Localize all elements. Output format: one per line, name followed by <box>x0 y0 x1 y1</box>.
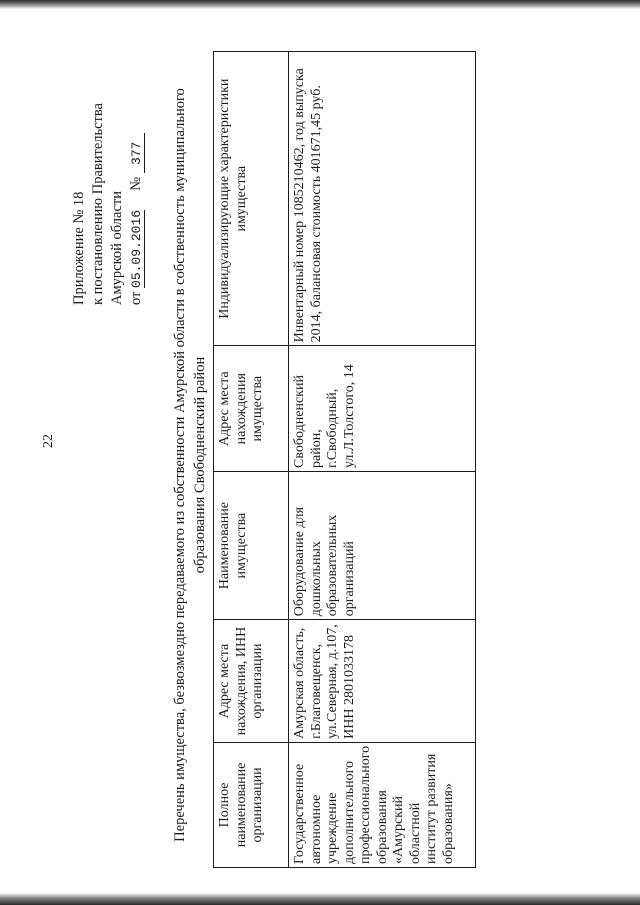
cell-property-address: Свободненский район, г.Свободный, ул.Л.Толстого, 14 <box>289 346 476 472</box>
header-characteristics: Индивидуализирующие характеристики имущества <box>214 52 289 346</box>
appendix-block <box>70 45 146 305</box>
appendix-region: Амурской области <box>109 191 125 305</box>
cell-org-address: Амурская область, г.Благовещенск, ул.Северная, д.107, ИНН 2801033178 <box>289 620 476 743</box>
page-number: 22 <box>41 434 56 448</box>
title-line-2: образования Свободненский район <box>192 356 208 574</box>
rotated-page-content <box>70 50 456 880</box>
header-org-name: Полное наименование организации <box>214 742 289 867</box>
table-header-row <box>214 52 289 868</box>
header-property-name: Наименование имущества <box>214 471 289 619</box>
appendix-title: Приложение № 18 <box>71 191 87 305</box>
cell-characteristics: Инвентарный номер 1085210462, год выпуска 2014, балансовая стоимость 401671,45 руб. <box>289 52 476 346</box>
cell-property-name: Оборудование для дошкольных образовательных организаций <box>289 471 476 619</box>
header-property-address: Адрес места нахождения имущества <box>214 346 289 472</box>
number-value: 377 <box>129 133 145 173</box>
property-table <box>213 51 476 868</box>
scan-edge-top <box>0 0 640 9</box>
scan-edge-bottom <box>0 893 640 905</box>
title-line-1: Перечень имущества, безвозмездно передаваемого из собственности Амурской области в собственность муниципального <box>172 88 188 842</box>
appendix-decree: к постановлению Правительства <box>90 103 106 305</box>
header-org-address: Адрес места нахождения, ИНН организации <box>214 620 289 743</box>
document-title <box>170 50 210 880</box>
cell-org-name: Государственное автономное учреждение дополнительного профессионального образования «Амурский областной институт развития образования» <box>289 742 476 867</box>
date-value: 05.09.2016 <box>129 209 144 288</box>
table-row <box>289 52 476 868</box>
date-prefix: от <box>128 291 144 305</box>
appendix-date-line <box>127 45 146 305</box>
number-prefix: № <box>128 176 144 191</box>
